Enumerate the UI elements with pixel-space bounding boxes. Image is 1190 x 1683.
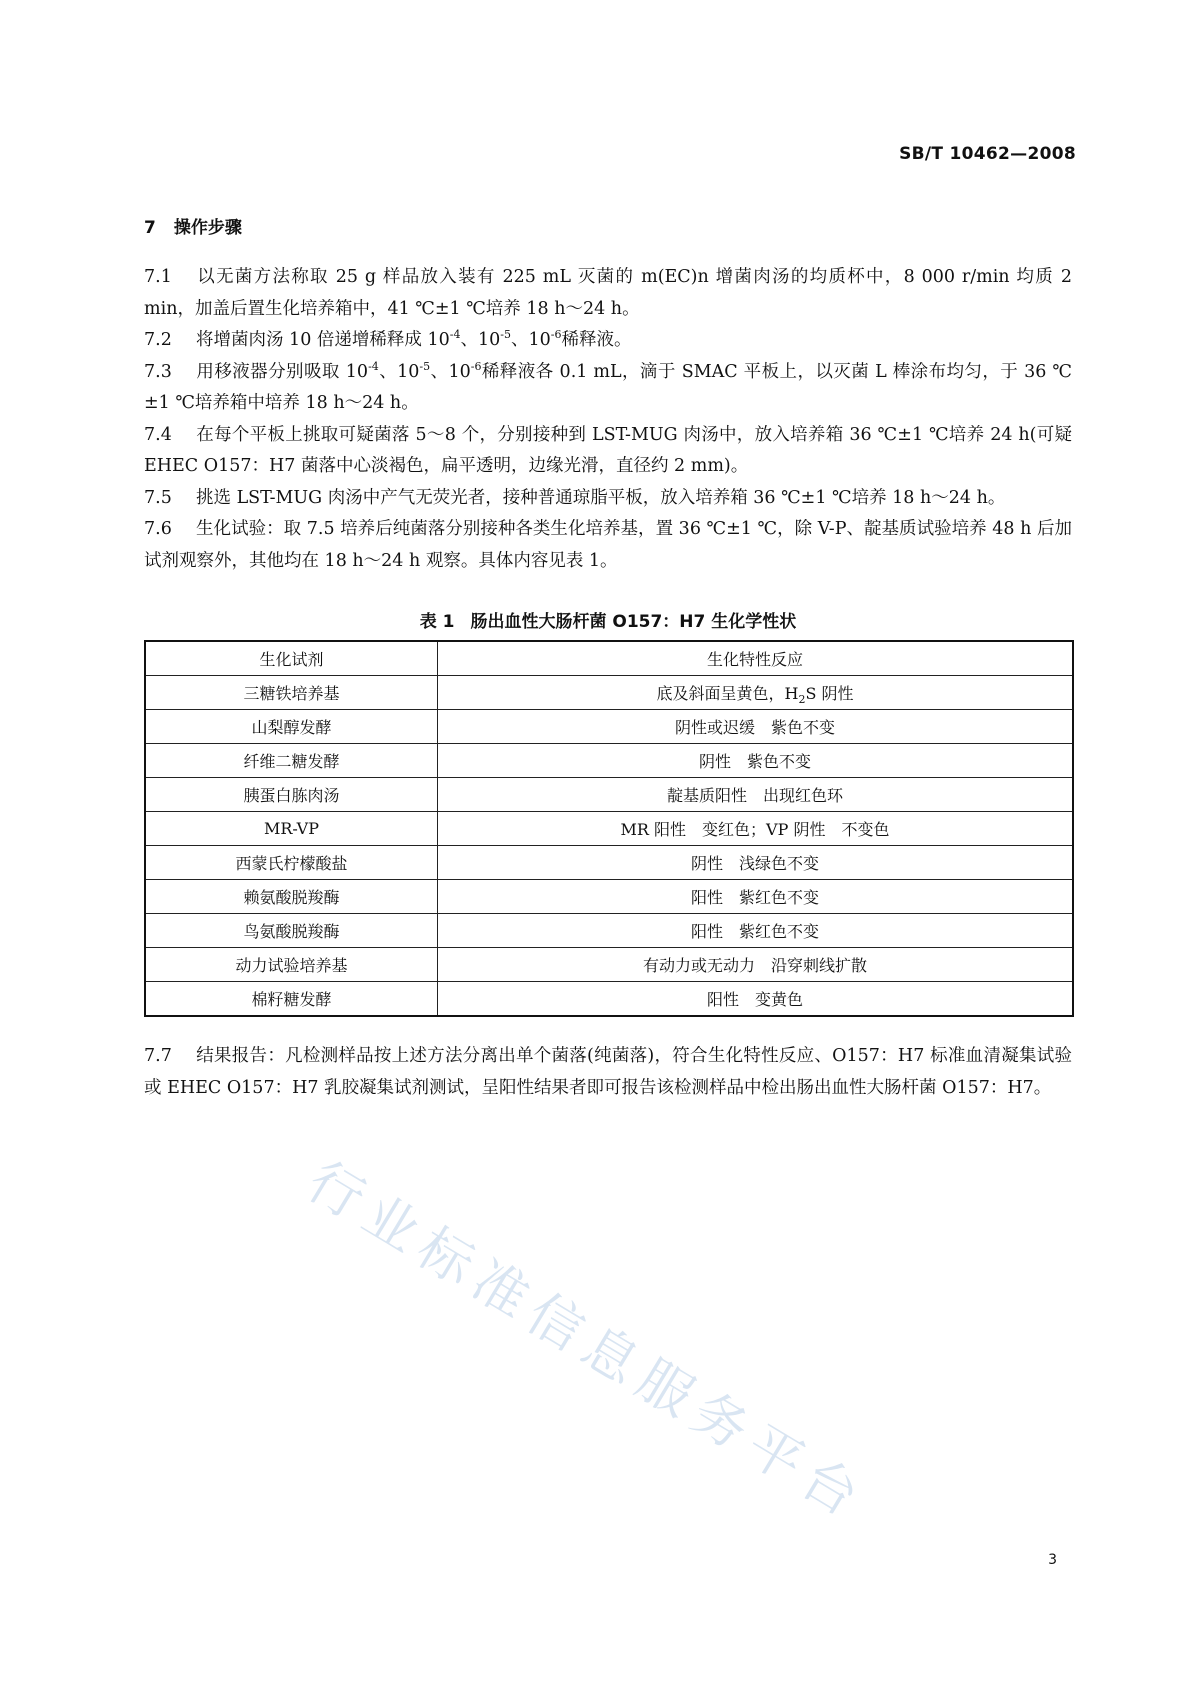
paragraph-number: 7.1 — [144, 267, 172, 287]
section-title: 操作步骤 — [173, 218, 242, 238]
table-row — [145, 914, 1073, 948]
table-row — [145, 880, 1073, 914]
table-header-row — [145, 641, 1073, 676]
paragraph-text: 、10 — [430, 361, 471, 382]
paragraph-number: 7.7 — [144, 1046, 172, 1066]
table-number: 表 1 — [419, 612, 455, 632]
paragraph-7-1 — [144, 262, 1072, 325]
reaction-cell: 阴性 浅绿色不变 — [438, 846, 1074, 880]
paragraph-number: 7.4 — [144, 424, 172, 445]
reagent-cell: 山梨醇发酵 — [145, 710, 438, 744]
reaction-cell: 阴性或迟缓 紫色不变 — [438, 710, 1074, 744]
table-caption — [144, 607, 1072, 632]
reagent-cell: 鸟氨酸脱羧酶 — [145, 914, 438, 948]
watermark: 行业标准信息服务平台 — [296, 1149, 878, 1534]
standard-number: SB/T 10462—2008 — [899, 144, 1076, 164]
reaction-cell: 有动力或无动力 沿穿刺线扩散 — [438, 948, 1074, 982]
paragraph-text: 稀释液各 0.1 mL，滴于 SMAC 平板上，以灭菌 L 棒涂布均匀，于 36 ℃±1 ℃培养箱中培养 18 h～24 h。 — [144, 361, 1072, 413]
paragraph-text: 以无菌方法称取 25 g 样品放入装有 225 mL 灭菌的 m(EC)n 增菌肉汤的均质杯中，8 000 r/min 均质 2 min，加盖后置生化培养箱中，41 ℃±1 ℃培养 18 h～24 h。 — [144, 267, 1072, 319]
exponent: -6 — [550, 328, 562, 342]
procedure-paragraphs — [144, 262, 1072, 579]
table-title: 肠出血性大肠杆菌 O157：H7 生化学性状 — [470, 612, 797, 632]
exponent: -5 — [419, 359, 431, 373]
paragraph-7-4 — [144, 420, 1072, 483]
reagent-cell: MR-VP — [145, 812, 438, 846]
exponent: -4 — [449, 328, 461, 342]
table-row — [145, 982, 1073, 1017]
reagent-cell: 动力试验培养基 — [145, 948, 438, 982]
page-number: 3 — [1048, 1552, 1057, 1568]
exponent: -6 — [470, 359, 482, 373]
paragraph-7-2 — [144, 325, 1072, 357]
section-heading — [144, 213, 242, 238]
paragraph-text: 结果报告：凡检测样品按上述方法分离出单个菌落(纯菌落)，符合生化特性反应、O157：H7 标准血清凝集试验或 EHEC O157：H7 乳胶凝集试剂测试，呈阳性结果者即可报告该检测样品中检出肠出血性大肠杆菌 O157：H7。 — [144, 1046, 1072, 1098]
reaction-cell: 靛基质阳性 出现红色环 — [438, 778, 1074, 812]
paragraph-7-5 — [144, 483, 1072, 515]
paragraph-text: 、10 — [460, 330, 501, 350]
paragraph-text: 、10 — [378, 361, 420, 382]
reaction-text: S 阴性 — [805, 684, 854, 703]
table-row — [145, 812, 1073, 846]
table-row — [145, 676, 1073, 710]
paragraph-text: 在每个平板上挑取可疑菌落 5～8 个，分别接种到 LST-MUG 肉汤中，放入培养箱 36 ℃±1 ℃培养 24 h(可疑 EHEC O157：H7 菌落中心淡褐色，扁平透明，边缘光滑，直径约 2 mm)。 — [144, 424, 1072, 476]
biochemical-table — [144, 640, 1074, 1017]
exponent: -4 — [368, 359, 379, 373]
table-row — [145, 948, 1073, 982]
paragraph-7-3 — [144, 357, 1072, 420]
reaction-cell — [438, 676, 1074, 710]
table-row — [145, 744, 1073, 778]
reagent-cell: 棉籽糖发酵 — [145, 982, 438, 1017]
paragraph-number: 7.3 — [144, 361, 172, 382]
paragraph-number: 7.6 — [144, 519, 172, 539]
paragraph-text: 挑选 LST-MUG 肉汤中产气无荧光者，接种普通琼脂平板，放入培养箱 36 ℃±1 ℃培养 18 h～24 h。 — [196, 487, 1006, 508]
paragraph-text: 用移液器分别吸取 10 — [196, 361, 369, 382]
reaction-cell: 阳性 紫红色不变 — [438, 880, 1074, 914]
reaction-cell: 阳性 变黄色 — [438, 982, 1074, 1017]
header-reaction: 生化特性反应 — [438, 641, 1074, 676]
paragraph-7-6 — [144, 514, 1072, 577]
reagent-cell: 三糖铁培养基 — [145, 676, 438, 710]
paragraph-number: 7.2 — [144, 330, 172, 350]
paragraph-text: 、10 — [510, 330, 551, 350]
reagent-cell: 胰蛋白胨肉汤 — [145, 778, 438, 812]
reaction-text: 底及斜面呈黄色，H — [656, 684, 799, 703]
reagent-cell: 纤维二糖发酵 — [145, 744, 438, 778]
paragraph-text: 将增菌肉汤 10 倍递增稀释成 10 — [196, 330, 450, 350]
paragraph-text: 生化试验：取 7.5 培养后纯菌落分别接种各类生化培养基，置 36 ℃±1 ℃，除 V-P、靛基质试验培养 48 h 后加试剂观察外，其他均在 18 h～24 h 观察。具体内容见表 1。 — [144, 519, 1072, 571]
paragraph-7-7 — [144, 1041, 1072, 1104]
paragraph-text: 稀释液。 — [561, 330, 632, 350]
reaction-cell: 阳性 紫红色不变 — [438, 914, 1074, 948]
table-row — [145, 778, 1073, 812]
reaction-cell: 阴性 紫色不变 — [438, 744, 1074, 778]
reagent-cell: 西蒙氏柠檬酸盐 — [145, 846, 438, 880]
header-reagent: 生化试剂 — [145, 641, 438, 676]
subscript: 2 — [798, 693, 806, 707]
table-row — [145, 846, 1073, 880]
reagent-cell: 赖氨酸脱羧酶 — [145, 880, 438, 914]
section-number: 7 — [144, 218, 156, 238]
exponent: -5 — [500, 328, 511, 342]
table-row — [145, 710, 1073, 744]
paragraph-number: 7.5 — [144, 487, 172, 508]
reaction-cell: MR 阳性 变红色；VP 阴性 不变色 — [438, 812, 1074, 846]
